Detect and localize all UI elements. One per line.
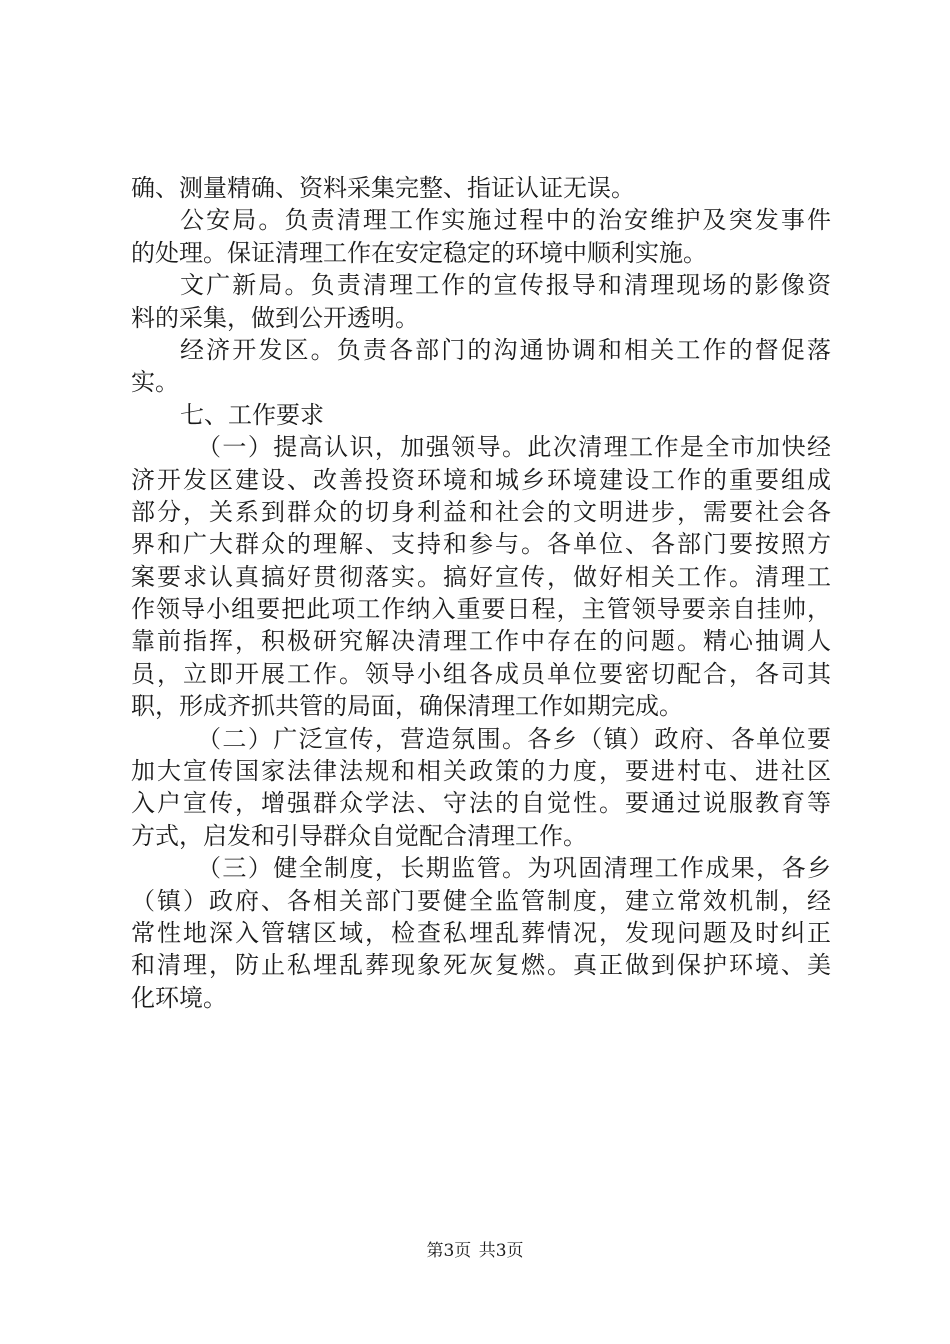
text-line: （二）广泛宣传，营造氛围。各乡（镇）政府、各单位要 xyxy=(197,724,831,753)
text-line: 加大宣传国家法律法规和相关政策的力度，要进村屯、进社区 xyxy=(131,757,831,786)
text-line: 职，形成齐抓共管的局面，确保清理工作如期完成。 xyxy=(131,692,683,721)
text-line: 入户宣传，增强群众学法、守法的自觉性。要通过说服教育等 xyxy=(131,789,831,818)
text-line: 七、工作要求 xyxy=(180,400,324,429)
text-line: 靠前指挥，积极研究解决清理工作中存在的问题。精心抽调人 xyxy=(131,627,831,656)
text-line: 员，立即开展工作。领导小组各成员单位要密切配合，各司其 xyxy=(131,659,831,688)
text-line: 的处理。保证清理工作在安定稳定的环境中顺利实施。 xyxy=(131,238,707,267)
page-number: 第3页 xyxy=(426,1241,472,1261)
text-line: （一）提高认识，加强领导。此次清理工作是全市加快经 xyxy=(197,433,831,462)
document-body xyxy=(131,172,831,1014)
text-line: 作领导小组要把此项工作纳入重要日程，主管领导要亲自挂帅， xyxy=(131,595,831,624)
text-line: 案要求认真搞好贯彻落实。搞好宣传，做好相关工作。清理工 xyxy=(131,562,831,591)
text-line: 和清理，防止私埋乱葬现象死灰复燃。真正做到保护环境、美 xyxy=(131,951,831,980)
text-line: 常性地深入管辖区域，检查私埋乱葬情况，发现问题及时纠正 xyxy=(131,918,831,947)
text-line: 文广新局。负责清理工作的宣传报导和清理现场的影像资 xyxy=(180,271,831,300)
text-line: 部分，关系到群众的切身利益和社会的文明进步，需要社会各 xyxy=(131,497,831,526)
text-line: 方式，启发和引导群众自觉配合清理工作。 xyxy=(131,821,587,850)
text-line: 济开发区建设、改善投资环境和城乡环境建设工作的重要组成 xyxy=(131,465,831,494)
text-line: 化环境。 xyxy=(131,983,227,1012)
text-line: 确、测量精确、资料采集完整、指证认证无误。 xyxy=(131,174,635,202)
text-line: 料的采集，做到公开透明。 xyxy=(131,303,419,332)
page-total: 共3页 xyxy=(478,1241,524,1261)
page-footer xyxy=(0,1239,950,1263)
text-line: 经济开发区。负责各部门的沟通协调和相关工作的督促落 xyxy=(180,335,831,364)
text-line: （镇）政府、各相关部门要健全监管制度，建立常效机制，经 xyxy=(131,886,831,915)
text-line: 实。 xyxy=(131,368,179,397)
text-line: （三）健全制度，长期监管。为巩固清理工作成果，各乡 xyxy=(197,854,831,883)
text-line: 公安局。负责清理工作实施过程中的治安维护及突发事件 xyxy=(180,206,831,235)
text-line: 界和广大群众的理解、支持和参与。各单位、各部门要按照方 xyxy=(131,530,831,559)
